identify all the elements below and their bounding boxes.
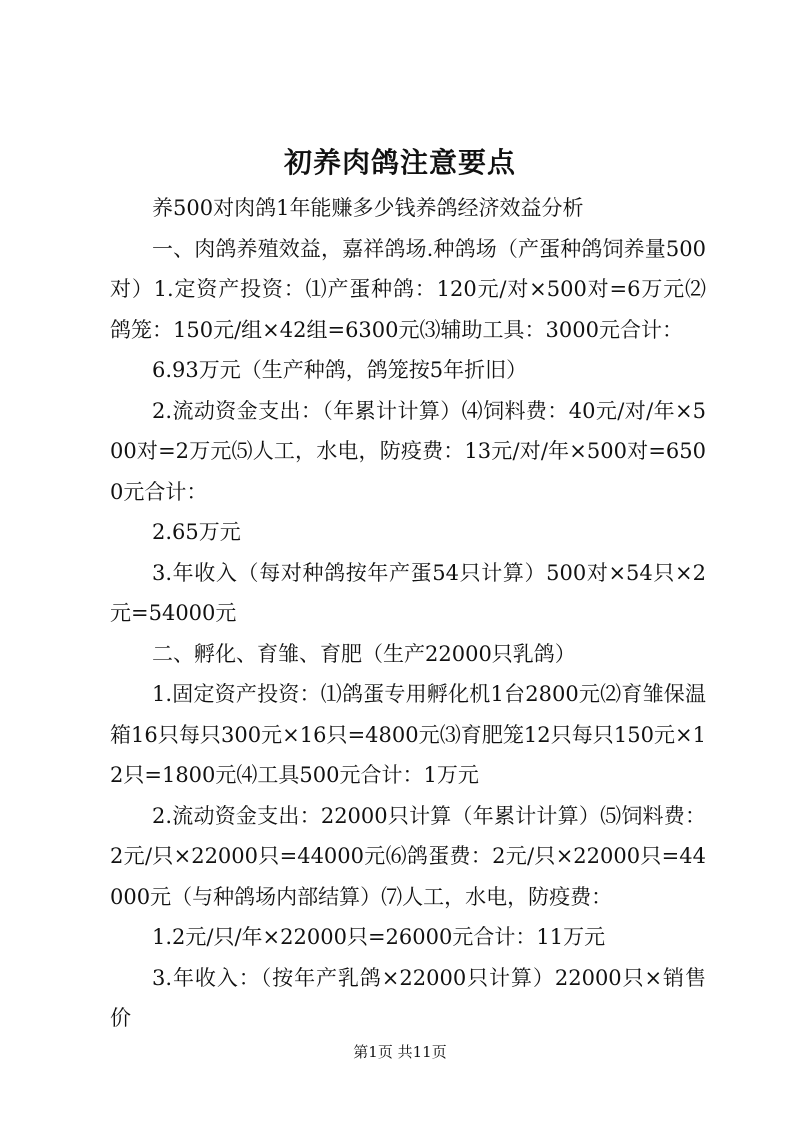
paragraph-total-two: 1.2元/只/年×22000只=26000元合计：11万元 bbox=[152, 925, 606, 949]
paragraph-current-expense: 2.流动资金支出：（年累计计算）⑷饲料费：40元/对/年×500对=2万元⑸人工，水电，防疫费：13元/对/年×500对=6500元合计： bbox=[110, 398, 706, 504]
paragraph-annual-income-two: 3.年收入：（按年产乳鸽×22000只计算）22000只×销售价 bbox=[110, 965, 706, 1030]
paragraph-annual-income: 3.年收入（每对种鸽按年产蛋54只计算）500对×54只×2元=54000元 bbox=[110, 560, 706, 625]
paragraph-section-two: 二、孵化、育雏、育肥（生产22000只乳鸽） bbox=[152, 641, 576, 666]
paragraph-intro: 养500对肉鸽1年能赚多少钱养鸽经济效益分析 bbox=[152, 196, 584, 220]
paragraph-fixed-assets-two: 1.固定资产投资：⑴鸽蛋专用孵化机1台2800元⑵育雏保温箱16只每只300元×16只=4800元⑶育肥笼12只每只150元×12只=1800元⑷工具500元合计：1万元 bbox=[110, 682, 706, 787]
paragraph-total-fixed: 6.93万元（生产种鸽，鸽笼按5年折旧） bbox=[152, 358, 528, 382]
document-body bbox=[110, 188, 706, 1039]
page-footer: 第1页 共11页 bbox=[353, 1043, 447, 1061]
paragraph-section-one: 一、肉鸽养殖效益，嘉祥鸽场.种鸽场（产蛋种鸽饲养量500对）1.定资产投资：⑴产蛋种鸽：120元/对×500对=6万元⑵鸽笼：150元/组×42组=6300元⑶辅助工具：3000元合计： bbox=[110, 236, 706, 342]
paragraph-current-expense-two: 2.流动资金支出：22000只计算（年累计计算）⑸饲料费：2元/只×22000只=44000元⑹鸽蛋费：2元/只×22000只=44000元（与种鸽场内部结算）⑺人工，水电，防疫费： bbox=[110, 803, 706, 909]
paragraph-total-current: 2.65万元 bbox=[152, 520, 241, 544]
document-title: 初养肉鸽注意要点 bbox=[283, 146, 516, 179]
